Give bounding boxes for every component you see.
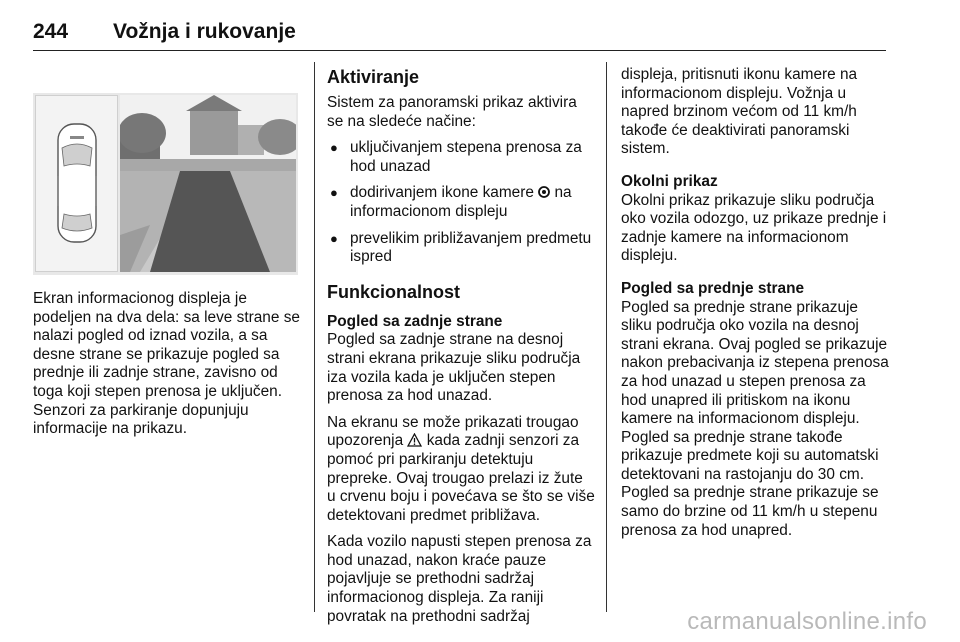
list-item: [327, 184, 595, 221]
paragraph: displeja, pritisnuti ikonu kamere na informacionom displeju. Vožnja u napred brzinom većom od 11 km/h takođe će deaktivirati panoramski sistem.: [621, 66, 858, 158]
chapter-title: Vožnja i rukovanje: [113, 20, 296, 43]
column-1: [33, 290, 301, 447]
paragraph: Pogled sa zadnje strane na desnoj strani ekrana prikazuje sliku područja iza vozila kada je uključen stepen prenosa za hod unazad.: [327, 331, 581, 405]
page-number: 244: [33, 20, 69, 43]
column-2: [327, 66, 595, 634]
camera-icon: [538, 186, 550, 198]
column-3: [621, 66, 889, 548]
column-divider: [314, 62, 315, 612]
paragraph-text: kada zadnji senzori za pomoć pri parkiranju detektuju prepreke. Ovaj trougao prelazi iz žute u crvenu boju i povećava se što se više detektovani predmet približava.: [327, 432, 595, 524]
paragraph-text: Na ekranu se može prikazati trougao upozorenja: [327, 413, 579, 450]
top-view-panel: [35, 95, 118, 272]
paragraph: Okolni prikaz prikazuje sliku područja oko vozila odozgo, uz prikaze prednje i zadnje kamere na informacionom displeju.: [621, 191, 887, 265]
subheading: Okolni prikaz: [621, 172, 718, 190]
paragraph: Kada vozilo napusti stepen prenosa za hod unazad, nakon kraće pauze pojavljuje se prethodni sadržaj informacionog displeja. Za raniji povratak na prethodni sadržaj: [327, 533, 592, 625]
paragraph: Sistem za panoramski prikaz aktivira se na sledeće načine:: [327, 94, 577, 130]
column-divider: [606, 62, 607, 612]
figure-caption: Ekran informacionog displeja je podeljen na dva dela: sa leve strane se nalazi pogled od iznad vozila, a sa desne strane se prikazuje pogled sa prednje ili zadnje strane, zavisno od toga koji stepen prenosa je uključen. Senzori za parkiranje dopunjuju informacije na prikazu.: [33, 290, 300, 438]
rear-camera-scene: [120, 95, 296, 272]
page-header: [33, 14, 886, 51]
paragraph: Pogled sa prednje strane prikazuje sliku područja oko vozila na desnoj strani ekrana. Ovaj pogled se prikazuje nakon prebacivanja iz stepena prenosa za hod unazad u stepen prenosa za hod unapred ili pritiskom na ikonu kamere na informacionom displeju. Pogled sa prednje strane takođe prikazuje predmete koji su automatski detektovani na rastojanju do 30 cm. Pogled sa prednje strane prikazuje se samo do brzine od 11 km/h u stepenu prenosa za hod unapred.: [621, 298, 889, 539]
watermark: carmanualsonline.info: [687, 608, 927, 635]
section-heading-funkcionalnost: Funkcionalnost: [327, 281, 461, 302]
list-item-text: prevelikim približavanjem predmetu ispred: [350, 229, 592, 266]
subheading: Pogled sa prednje strane: [621, 279, 805, 297]
warning-triangle-icon: [407, 433, 422, 447]
rear-camera-panel: [120, 95, 296, 272]
camera-view-figure: [33, 93, 298, 275]
subheading: Pogled sa zadnje strane: [327, 312, 503, 330]
paragraph: [327, 414, 595, 526]
list-item: [327, 230, 595, 267]
section-heading-aktiviranje: Aktiviranje: [327, 67, 420, 87]
list-item-text: na informacionom displeju: [350, 184, 572, 220]
list-item-text: uključivanjem stepena prenosa za hod unazad: [350, 139, 582, 175]
bullet-list: [327, 139, 595, 267]
list-item-text: dodirivanjem ikone kamere: [350, 184, 534, 202]
car-top-view-icon: [36, 96, 117, 271]
list-item: [327, 139, 595, 176]
